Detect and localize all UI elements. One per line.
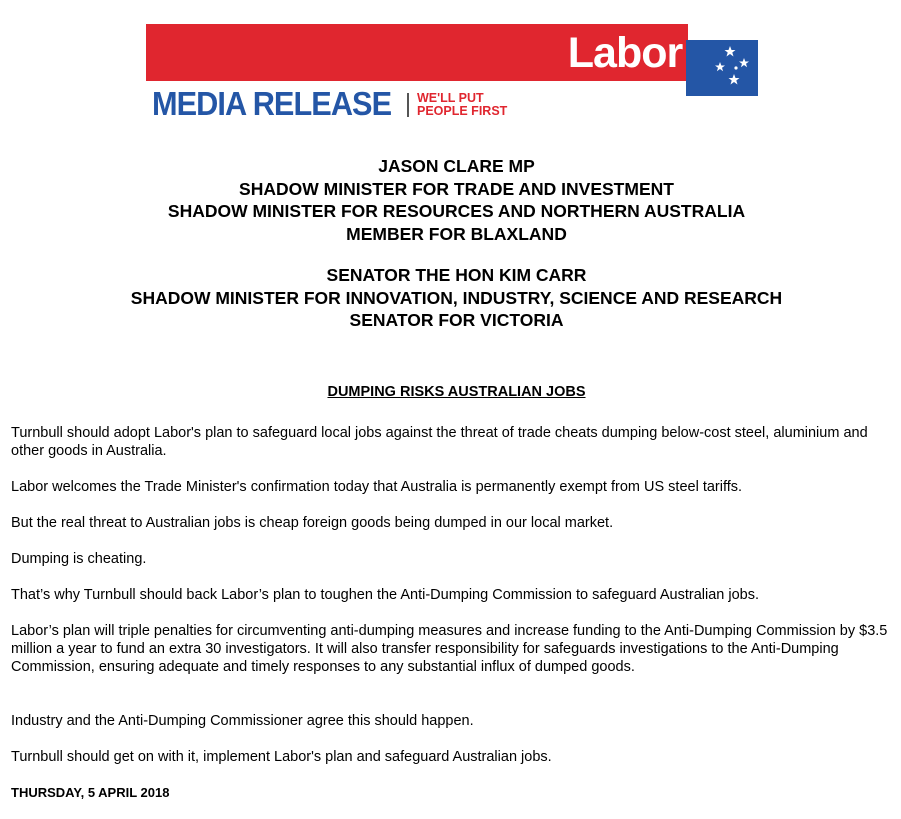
body-paragraph: But the real threat to Australian jobs is cheap foreign goods being dumped in our local market. [11,515,614,531]
minister-block-carr [0,264,901,332]
body-paragraph: Dumping is cheating. [11,551,147,567]
minister-name: JASON CLARE MP [378,156,535,176]
body-paragraph: Labor welcomes the Trade Minister's confirmation today that Australia is permanently exempt from US steel tariffs. [11,479,743,495]
minister-role: SHADOW MINISTER FOR INNOVATION, INDUSTRY, SCIENCE AND RESEARCH [130,287,783,308]
banner-divider [407,93,409,117]
minister-role: MEMBER FOR BLAXLAND [346,223,567,244]
minister-name: SENATOR THE HON KIM CARR [326,265,587,285]
release-headline: DUMPING RISKS AUSTRALIAN JOBS [327,384,586,400]
release-date: THURSDAY, 5 APRIL 2018 [11,785,170,800]
media-release-label: MEDIA RELEASE [152,85,392,122]
slogan [417,92,507,118]
media-release-banner [146,24,758,124]
minister-block-clare [0,155,901,245]
body-paragraph: Turnbull should get on with it, implement Labor's plan and safeguard Australian jobs. [11,749,552,765]
slogan-line: PEOPLE FIRST [417,104,508,118]
body-paragraph: That’s why Turnbull should back Labor’s plan to toughen the Anti-Dumping Commission to safeguard Australian jobs. [11,587,759,603]
body-paragraph: Labor’s plan will triple penalties for circumventing anti-dumping measures and increase funding to the Anti-Dumping Commission by $3.5 million a year to fund an extra 30 investigators. It will also transfer responsibility for safeguards investigations to the Anti-Dumping Commission, ensuring adequate and timely responses to any substantial influx of dumped goods. [11,623,888,675]
slogan-line: WE'LL PUT [417,91,484,105]
body-paragraph: Industry and the Anti-Dumping Commissioner agree this should happen. [11,713,474,729]
labor-logo: Labor [567,29,683,77]
minister-role: SHADOW MINISTER FOR RESOURCES AND NORTHERN AUSTRALIA [167,201,746,221]
southern-cross-flag-icon [686,40,758,96]
minister-role: SENATOR FOR VICTORIA [349,310,564,330]
minister-role: SHADOW MINISTER FOR TRADE AND INVESTMENT [239,178,674,199]
body-paragraph: Turnbull should adopt Labor's plan to safeguard local jobs against the threat of trade cheats dumping below-cost steel, aluminium and other goods in Australia. [11,425,868,459]
